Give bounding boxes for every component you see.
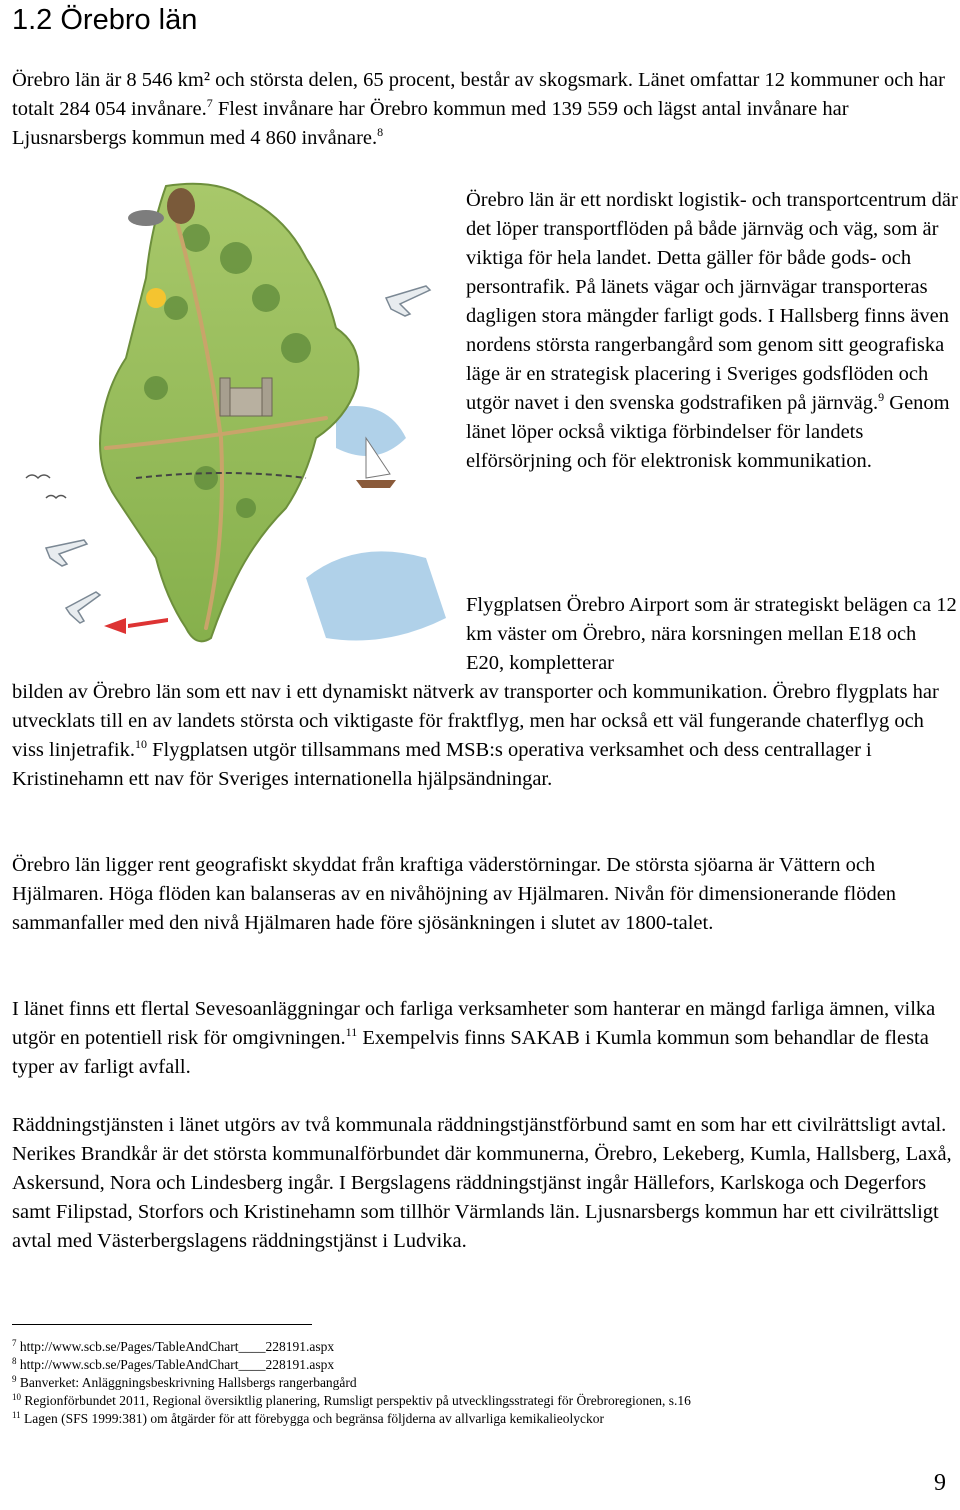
footnote-item	[12, 1410, 952, 1427]
footnote-ref-10[interactable]: 10	[134, 737, 147, 751]
footnote-number: 10	[12, 1392, 21, 1402]
transport-arrow-icon	[104, 618, 168, 634]
paragraph-intro	[12, 66, 954, 153]
footnote-number: 8	[12, 1356, 17, 1366]
footnote-number: 9	[12, 1374, 17, 1384]
footnote-text: Regionförbundet 2011, Regional översiktlig planering, Rumsligt perspektiv på utvecklingsstrategi för Örebroregionen, s.16	[24, 1393, 691, 1408]
footnote-ref-9[interactable]: 9	[878, 390, 885, 404]
paragraph-airport-wrapped: Flygplatsen Örebro Airport som är strategiskt belägen ca 12 km väster om Örebro, nära korsningen mellan E18 och E20, kompletterar	[466, 594, 957, 674]
logistics-text-a: Örebro län är ett nordiskt logistik- och transportcentrum där det löper transportflöden på både järnväg och väg, som är viktiga för hela landet. Detta gäller för både gods- och persontrafik. På länets vägar och järnvägar transporteras dagligen stora mängder farligt gods. I Hallsberg finns även nordens största rangerbangård som genom sitt geografiska läge är en strategisk placering i Sveriges godsflöden och utgör navet i den svenska godstrafiken på järnväg.	[466, 189, 958, 414]
paragraph-seveso	[12, 995, 954, 1082]
airport-text-c: Flygplatsen utgör tillsammans med MSB:s operativa verksamhet och dess centrallager i Kristinehamn ett nav för Sveriges internationella hjälpsändningar.	[12, 739, 872, 790]
footnote-number: 7	[12, 1338, 17, 1348]
footnote-text: Lagen (SFS 1999:381) om åtgärder för att förebygga och begränsa följderna av allvarliga kemikalieolyckor	[24, 1411, 604, 1426]
paragraph-geography: Örebro län ligger rent geografiskt skyddat från kraftiga väderstörningar. De största sjöarna är Vättern och Hjälmaren. Höga flöden kan balanseras av en nivåhöjning av Hjälmaren. Nivån för dimensionerande flöden sammanfaller med den nivå Hjälmaren hade före sjösänkningen i slutet av 1800-talet.	[12, 854, 897, 934]
footnote-ref-11[interactable]: 11	[345, 1025, 358, 1039]
seveso-text-b: Exempelvis finns SAKAB i Kumla kommun som behandlar de flesta typer av farligt avfall.	[12, 1027, 929, 1078]
footnote-item	[12, 1338, 952, 1355]
footnote-item	[12, 1374, 952, 1391]
footnote-text: Banverket: Anläggningsbeskrivning Hallsbergs rangerbangård	[19, 1375, 357, 1390]
footnote-text[interactable]: http://www.scb.se/Pages/TableAndChart____228191.aspx	[19, 1339, 335, 1354]
county-map-illustration	[6, 178, 456, 656]
paragraph-rescue-services: Räddningstjänsten i länet utgörs av två kommunala räddningstjänstförbund samt en som har ett civilrättsligt avtal. Nerikes Brandkår är det största kommunalförbundet där kommunerna, Örebro, Lekeberg, Kumla, Hallsberg, Laxå, Askersund, Nora och Lindesberg ingår. I Bergslagens räddningstjänst ingår Hällefors, Karlskoga och Degerfors samt Filipstad, Storfors och Kristinehamn som tillhör Värmlands län. Ljusnarsbergs kommun har ett civilrättsligt avtal med Västerbergslagens räddningstjänst i Ludvika.	[12, 1114, 952, 1252]
footnote-number: 11	[12, 1410, 21, 1420]
seveso-text-a: I länet finns ett flertal Sevesoanläggningar och farliga verksamheter som hanterar en mängd farliga ämnen, vilka utgör en potentiell risk för omgivningen.	[12, 998, 936, 1049]
footnote-text[interactable]: http://www.scb.se/Pages/TableAndChart____228191.aspx	[19, 1357, 335, 1372]
lake-shape	[306, 551, 446, 640]
intro-text-b: Flest invånare har Örebro kommun med 139 559 och lägst antal invånare har Ljusnarsbergs kommun med 4 860 invånare.	[12, 98, 849, 149]
footnotes	[12, 1338, 952, 1428]
intro-text-a: Örebro län är 8 546 km² och största delen, 65 procent, består av skogsmark. Länet omfattar 12 kommuner och har totalt 284 054 invånare.	[12, 69, 945, 120]
footnote-item	[12, 1356, 952, 1373]
paragraph-airport	[12, 678, 954, 794]
page-number: 9	[934, 1470, 946, 1496]
sun-icon	[146, 288, 166, 308]
footnote-ref-8[interactable]: 8	[377, 125, 384, 139]
logistics-text-b: Genom länet löper också viktiga förbindelser för landets elförsörjning och för elektronisk kommunikation.	[466, 392, 950, 472]
section-heading: 1.2 Örebro län	[12, 4, 198, 36]
footnote-divider	[12, 1324, 312, 1325]
paragraph-logistics	[466, 186, 958, 476]
footnote-ref-7[interactable]: 7	[206, 96, 213, 110]
airport-text-b: bilden av Örebro län som ett nav i ett dynamiskt nätverk av transporter och kommunikation. Örebro flygplats har utvecklats till en av landets största och viktigaste för fraktflyg, men har också ett väl fungerande chaterflyg och viss linjetrafik.	[12, 681, 939, 761]
footnote-item	[12, 1392, 952, 1409]
